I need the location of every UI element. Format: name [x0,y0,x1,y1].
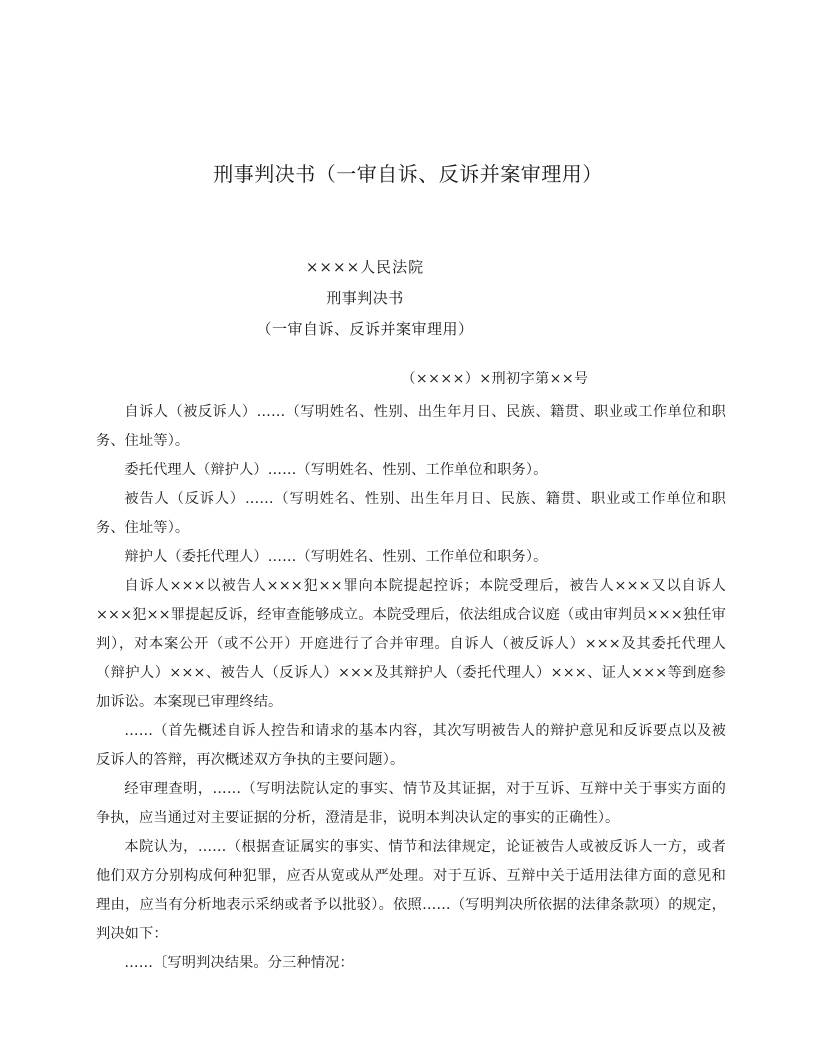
paragraph-court-opinion: 本院认为，……（根据查证属实的事实、情节和法律规定，论证被告人或被反诉人一方，或者他们双方分别构成何种犯罪，应否从宽或从严处理。对于互诉、互辩中关于适用法律方面的意见和理由，应当有分析地表示采纳或者予以批驳）。依照……（写明判决所依据的法律条款项）的规定，判决如下： [96,839,726,942]
paragraph-plaintiff-agent: 委托代理人（辩护人）……（写明姓名、性别、工作单位和职务）。 [124,462,548,478]
paragraph-case-origin: 自诉人×××以被告人×××犯××罪向本院提起控诉；本院受理后，被告人×××又以自诉人×××犯××罪提起反诉，经审查能够成立。本院受理后，依法组成合议庭（或由审判员×××独任审判），对本案公开（或不公开）开庭进行了合并审理。自诉人（被反诉人）×××及其委托代理人（辩护人）×××、被告人（反诉人）×××及其辩护人（委托代理人）×××、证人×××等到庭参加诉讼。本案现已审理终结。 [96,578,726,710]
paragraph-defender: 辩护人（委托代理人）……（写明姓名、性别、工作单位和职务）。 [124,549,548,565]
page-title: 刑事判决书（一审自诉、反诉并案审理用） [213,162,603,186]
paragraph-judgment-result: ……〔写明判决结果。分三种情况： [124,955,354,971]
paragraph-plaintiff: 自诉人（被反诉人）……（写明姓名、性别、出生年月日、民族、籍贯、职业或工作单位和职务、住址等）。 [96,404,726,449]
document-type: 刑事判决书 [326,289,404,307]
court-name: ××××人民法院 [305,258,425,276]
paragraph-defendant: 被告人（反诉人）……（写明姓名、性别、出生年月日、民族、籍贯、职业或工作单位和职务、住址等）。 [96,491,726,536]
document-header [0,252,730,345]
case-number: （××××）×刑初字第××号 [401,371,589,387]
paragraph-findings: 经审理查明，……（写明法院认定的事实、情节及其证据，对于互诉、互辩中关于事实方面的争执，应当通过对主要证据的分析，澄清是非，说明本判决认定的事实的正确性）。 [96,781,726,826]
paragraph-claims-summary: ……（首先概述自诉人控告和请求的基本内容，其次写明被告人的辩护意见和反诉要点以及被反诉人的答辩，再次概述双方争执的主要问题）。 [96,723,726,768]
document-subtitle: （一审自诉、反诉并案审理用） [256,320,474,338]
document-body [96,398,726,978]
